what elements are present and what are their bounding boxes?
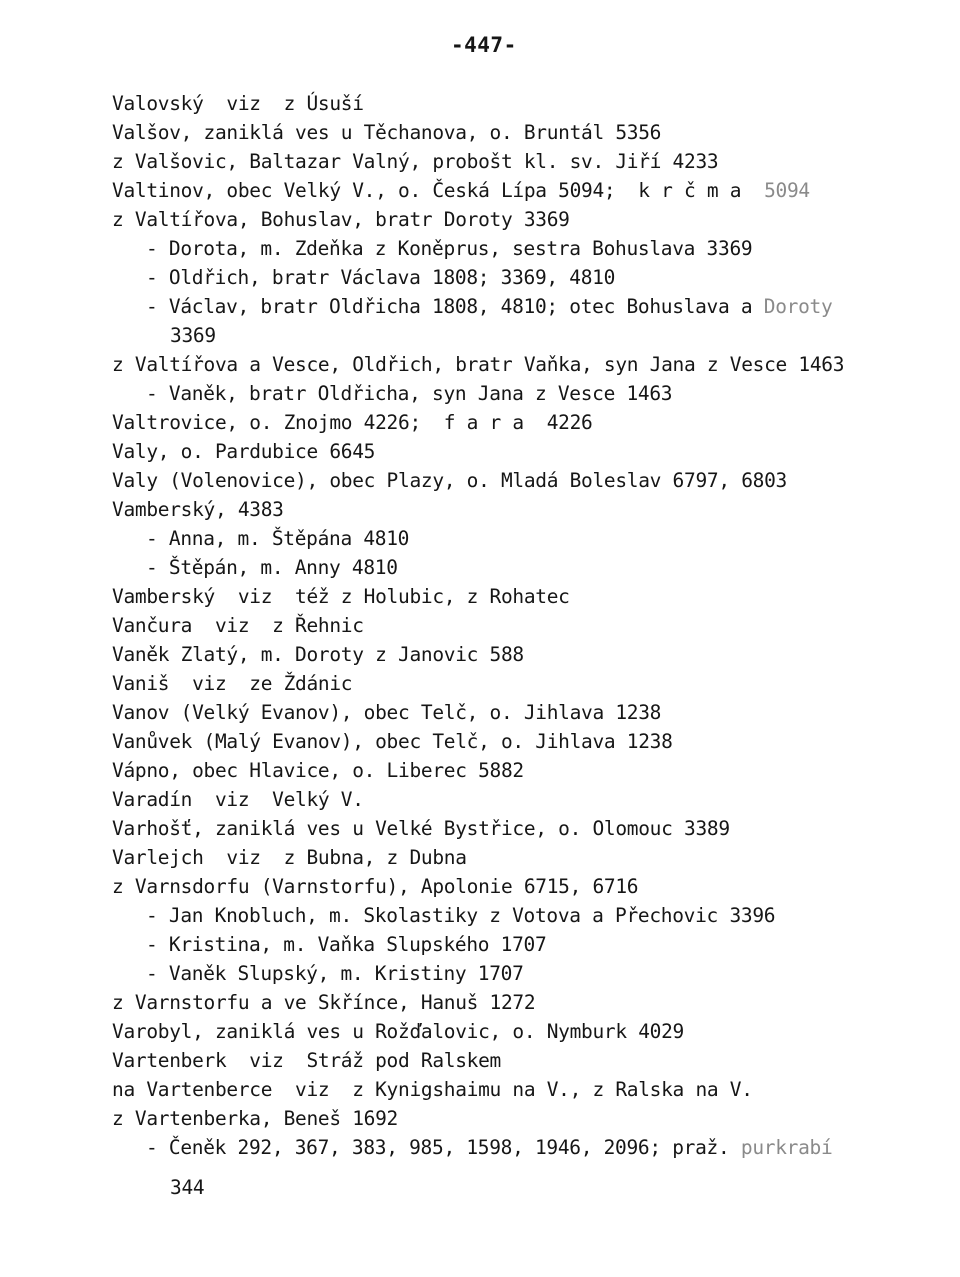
index-entry: z Valtířova, Bohuslav, bratr Doroty 3369 xyxy=(112,208,570,231)
index-entry: na Vartenberce viz z Kynigshaimu na V., z Ralska na V. xyxy=(112,1078,753,1101)
index-entry: Varobyl, zaniklá ves u Rožďalovic, o. Nymburk 4029 xyxy=(112,1020,685,1043)
index-entry: z Valtířova a Vesce, Oldřich, bratr Vaňka, syn Jana z Vesce 1463 xyxy=(112,353,845,376)
index-subentry: - Čeněk 292, 367, 383, 985, 1598, 1946, 2096; praž. purkrabí xyxy=(146,1136,833,1159)
index-entry: Varhošť, zaniklá ves u Velké Bystřice, o. Olomouc 3389 xyxy=(112,817,730,840)
index-subentry: - Oldřich, bratr Václava 1808; 3369, 4810 xyxy=(146,266,616,289)
index-entry: Vápno, obec Hlavice, o. Liberec 5882 xyxy=(112,759,524,782)
index-subentry: - Jan Knobluch, m. Skolastiky z Votova a Přechovic 3396 xyxy=(146,904,776,927)
index-subentry: - Dorota, m. Zdeňka z Koněprus, sestra Bohuslava 3369 xyxy=(146,237,753,260)
index-entry: Vanůvek (Malý Evanov), obec Telč, o. Jihlava 1238 xyxy=(112,730,673,753)
index-entry: Valšov, zaniklá ves u Těchanova, o. Bruntál 5356 xyxy=(112,121,662,144)
faded-text: purkrabí xyxy=(740,1136,833,1159)
index-continuation: 344 xyxy=(170,1176,205,1199)
index-entry: z Varnstorfu a ve Skřínce, Hanuš 1272 xyxy=(112,991,536,1014)
page-number: -447- xyxy=(451,33,517,57)
index-entry: Vartenberk viz Stráž pod Ralskem xyxy=(112,1049,501,1072)
index-entry: Valy (Volenovice), obec Plazy, o. Mladá Boleslav 6797, 6803 xyxy=(112,469,787,492)
index-entry: Valtrovice, o. Znojmo 4226; f a r a 4226 xyxy=(112,411,593,434)
index-entry: Valtinov, obec Velký V., o. Česká Lípa 5094; k r č m a 5094 xyxy=(112,179,810,202)
index-subentry: - Anna, m. Štěpána 4810 xyxy=(146,527,410,550)
faded-text: Doroty xyxy=(763,295,833,318)
index-entry: Vamberský, 4383 xyxy=(112,498,284,521)
index-subentry: - Václav, bratr Oldřicha 1808, 4810; otec Bohuslava a Doroty xyxy=(146,295,833,318)
index-subentry: - Vaněk Slupský, m. Kristiny 1707 xyxy=(146,962,524,985)
index-entry: z Varnsdorfu (Varnstorfu), Apolonie 6715, 6716 xyxy=(112,875,639,898)
index-entry: z Vartenberka, Beneš 1692 xyxy=(112,1107,399,1130)
index-entry: Varlejch viz z Bubna, z Dubna xyxy=(112,846,467,869)
index-entry: Vančura viz z Řehnic xyxy=(112,614,364,637)
index-subentry: - Kristina, m. Vaňka Slupského 1707 xyxy=(146,933,547,956)
index-entry: Valy, o. Pardubice 6645 xyxy=(112,440,376,463)
index-entry: Vaněk Zlatý, m. Doroty z Janovic 588 xyxy=(112,643,524,666)
faded-text: 5094 xyxy=(764,179,810,202)
index-subentry: - Štěpán, m. Anny 4810 xyxy=(146,556,398,579)
index-entry: z Valšovic, Baltazar Valný, probošt kl. sv. Jiří 4233 xyxy=(112,150,719,173)
index-entry-list xyxy=(112,89,912,1202)
index-continuation: 3369 xyxy=(170,324,216,347)
index-entry: Vaniš viz ze Ždánic xyxy=(112,672,353,695)
index-entry: Vanov (Velký Evanov), obec Telč, o. Jihlava 1238 xyxy=(112,701,662,724)
index-entry: Varadín viz Velký V. xyxy=(112,788,364,811)
index-entry: Vamberský viz též z Holubic, z Rohatec xyxy=(112,585,570,608)
index-subentry: - Vaněk, bratr Oldřicha, syn Jana z Vesce 1463 xyxy=(146,382,673,405)
index-entry: Valovský viz z Úsuší xyxy=(112,92,364,115)
